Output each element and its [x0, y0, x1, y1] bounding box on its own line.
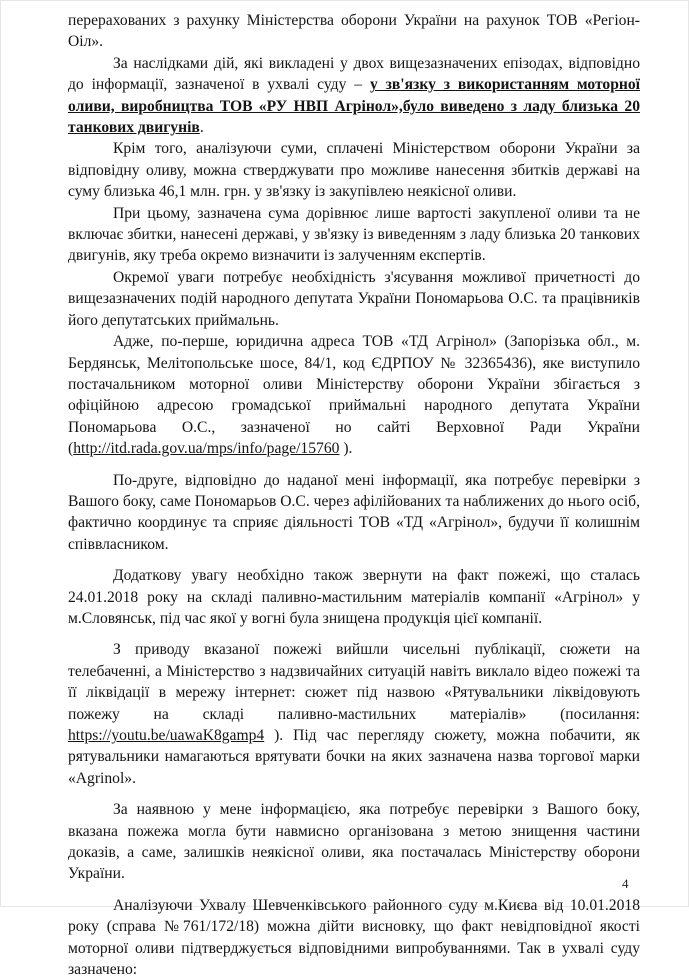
paragraph-3: Крім того, аналізуючи суми, сплачені Міністерством оборони України за відповідну оливу, можна стверджувати про можливе нанесення збитків державі на суму близька 46,1 млн. грн. у зв'язку із закупівлею неякісної оливи.	[68, 140, 640, 201]
paragraph-10: За наявною у мене інформацією, яка потребує перевірки з Вашого боку, вказана пожежа могла бути навмисно організована з метою знищення частини доказів, а саме, залишків неякісної оливи, яка постачалась Міністерству оборони України.	[68, 801, 640, 883]
youtube-link[interactable]: https://youtu.be/uawaK8gamp4	[68, 727, 265, 744]
paragraph-9: З приводу вказаної пожежі вийшли чисельні публікації, сюжети на телебаченні, а Міністерство з надзвичайних ситуацій навіть виклало відео пожежі та її ліквідації в мережу інтернет: сюжет під назвою «Рятувальники ліквідовують пожежу на складі паливно-мастильних матеріалів» (посилання: https://youtu.be/uawaK8gamp4 ). Під час перегляду сюжету, можна побачити, як рятувальники намагаються врятувати бочки на яких зазначена назва торгової марки «Agrinol».	[68, 641, 640, 787]
paragraph-7: По-друге, відповідно до наданої мені інформації, яка потребує перевірки з Вашого боку, саме Пономарьов О.С. через афілійованих та наближених до нього осіб, фактично координує та сприяє діяльності ТОВ «ТД «Агрінол», будучи її колишнім співвласником.	[68, 471, 640, 553]
paragraph-1: перерахованих з рахунку Міністерства оборони України на рахунок ТОВ «Регіон-Оіл».	[68, 12, 640, 51]
rada-profile-link[interactable]: http://itd.rada.gov.ua/mps/info/page/15760	[73, 440, 340, 458]
page-number: 4	[622, 876, 629, 891]
paragraph-11: Аналізуючи Ухвалу Шевченківського районного суду м.Києва від 10.01.2018 року (справа №761/172/18) можна дійти висновку, що факт невідповідної якості моторної оливи підтверджується відповідними випробуваннями. Так в ухвалі суду зазначено:	[68, 896, 640, 979]
paragraph-6: Адже, по-перше, юридична адреса ТОВ «ТД Агрінол» (Запорізька обл., м. Бердянськ, Мелітопольське шосе, 84/1, код ЄДРПОУ № 32365436), яке виступило постачальником моторної оливи Міністерству оборони України збігається з офіційною адресою громадської приймальні народного депутата України Пономарьова О.С., зазначеної но сайті Верховної Ради України (http://itd.rada.gov.ua/mps/info/page/15760 ).	[68, 333, 640, 458]
paragraph-4: При цьому, зазначена сума дорівнює лише вартості закупленої оливи та не включає збитки, нанесені державі, у зв'язку із виведенням з ладу близька 20 танкових двигунів, яку треба окремо визначити із залученням експертів.	[68, 204, 640, 265]
paragraph-5: Окремої уваги потребує необхідність з'ясування можливої причетності до вищезазначених подій народного депутата України Пономарьова О.С. та працівників його депутатських приймальнь.	[68, 268, 640, 329]
paragraph-8: Додаткову увагу необхідно також звернути на факт пожежі, що сталась 24.01.2018 року на складі паливно-мастильним матеріалів компанії «Агрінол» у м.Словянськ, під час якої у вогні була знищена продукція цієї компанії.	[68, 567, 640, 627]
document-body	[68, 10, 640, 980]
underlined-conclusion: у зв'язку з використанням моторної оливи, виробництва ТОВ «РУ НВП Агрінол»,було виведено з ладу близька 20 танкових двигунів	[68, 76, 640, 137]
paragraph-2: За наслідками дій, які викладені у двох вищезазначених епізодах, відповідно до інформації, зазначеної в ухвалі суду – у зв'язку з використанням моторної оливи, виробництва ТОВ «РУ НВП Агрінол»,було виведено з ладу близька 20 танкових двигунів.	[68, 54, 640, 137]
